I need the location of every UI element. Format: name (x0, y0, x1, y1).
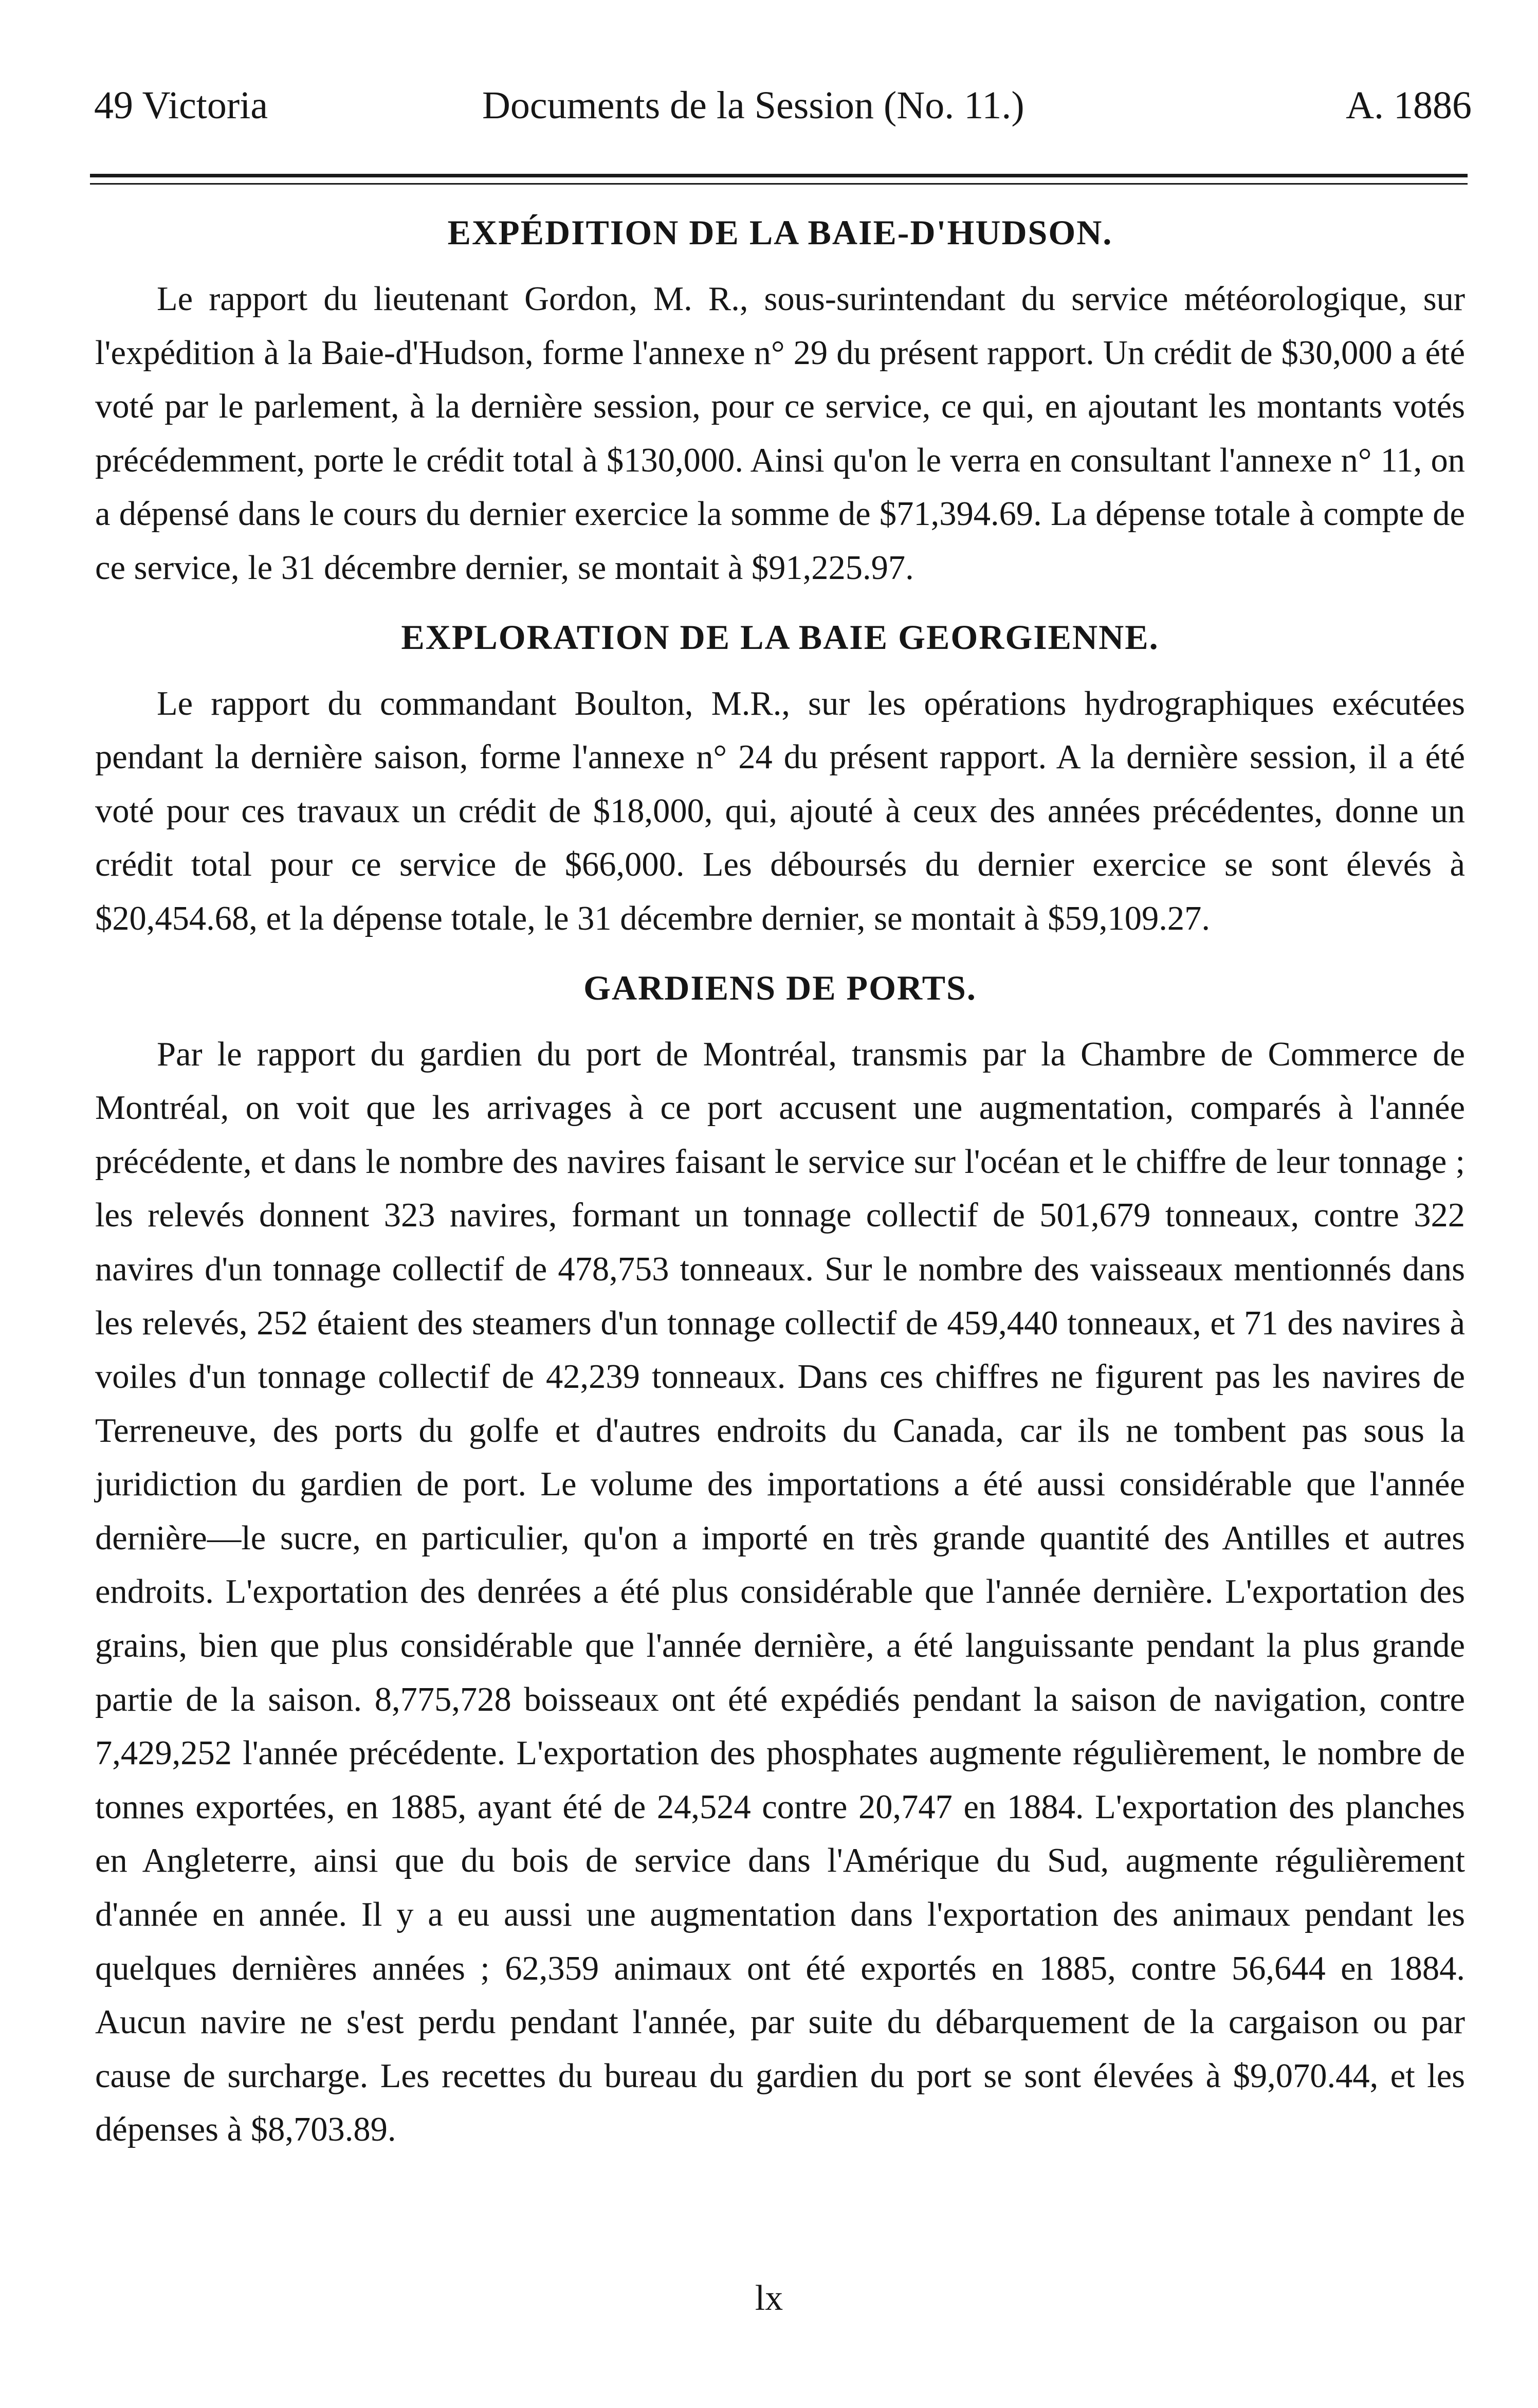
running-header (94, 77, 1482, 134)
page-number: lx (755, 2278, 783, 2318)
header-rule-thick (90, 174, 1468, 177)
header-rule-thin (90, 183, 1468, 185)
header-session: 49 Victoria (94, 84, 268, 127)
header-document-title: Documents de la Session (No. 11.) (482, 84, 1024, 127)
section-title-hudson-bay: EXPÉDITION DE LA BAIE-D'HUDSON. (447, 213, 1113, 252)
section-title-georgian-bay: EXPLORATION DE LA BAIE GEORGIENNE. (401, 617, 1159, 657)
section-title-harbour-masters: GARDIENS DE PORTS. (583, 968, 977, 1007)
section-paragraph-harbour-masters: Par le rapport du gardien du port de Montréal, transmis par la Chambre de Commerce de Montréal, on voit que les arrivages à ce port accusent une augmentation, comparés à l'année précédente, et dans le nombre des navires faisant le service sur l'océan et le chiffre de leur tonnage ; les relevés donnent 323 navires, formant un tonnage collectif de 501,679 tonneaux, contre 322 navires d'un tonnage collectif de 478,753 tonneaux. Sur le nombre des vaisseaux mentionnés dans les relevés, 252 étaient des steamers d'un tonnage collectif de 459,440 tonneaux, et 71 des navires à voiles d'un tonnage collectif de 42,239 tonneaux. Dans ces chiffres ne figurent pas les navires de Terreneuve, des ports du golfe et d'autres endroits du Canada, car ils ne tombent pas sous la juridiction du gardien de port. Le volume des importations a été aussi considérable que l'année dernière—le sucre, en particulier, qu'on a importé en très grande quantité des Antilles et autres endroits. L'exportation des denrées a été plus considérable que l'année dernière. L'exportation des grains, bien que plus considérable que l'année dernière, a été languissante pendant la plus grande partie de la saison. 8,775,728 boisseaux ont été expédiés pendant la saison de navigation, contre 7,429,252 l'année précédente. L'exportation des phosphates augmente régulièrement, le nombre de tonnes exportées, en 1885, ayant été de 24,524 contre 20,747 en 1884. L'exportation des planches en Angleterre, ainsi que du bois de service dans l'Amérique du Sud, augmente régulièrement d'année en année. Il y a eu aussi une augmentation dans l'exportation des animaux pendant les quelques dernières années ; 62,359 animaux ont été exportés en 1885, contre 56,644 en 1884. Aucun navire ne s'est perdu pendant l'année, par suite du débarquement de la cargaison ou par cause de surcharge. Les recettes du bureau du gardien du port se sont élevées à $9,070.44, et les dépenses à $8,703.89. (95, 1035, 1465, 2149)
header-year: A. 1886 (1346, 84, 1472, 127)
section-paragraph-georgian-bay: Le rapport du commandant Boulton, M.R., sur les opérations hydrographiques exécutées pendant la dernière saison, forme l'annexe n° 24 du présent rapport. A la dernière session, il a été voté pour ces travaux un crédit de $18,000, qui, ajouté à ceux des années précédentes, donne un crédit total pour ce service de $66,000. Les déboursés du dernier exercice se sont élevés à $20,454.68, et la dépense totale, le 31 décembre dernier, se montait à $59,109.27. (95, 684, 1465, 937)
section-paragraph-hudson-bay: Le rapport du lieutenant Gordon, M. R., sous-surintendant du service météorologique, sur l'expédition à la Baie-d'Hudson, forme l'annexe n° 29 du présent rapport. Un crédit de $30,000 a été voté par le parlement, à la dernière session, pour ce service, ce qui, en ajoutant les montants votés précédemment, porte le crédit total à $130,000. Ainsi qu'on le verra en consultant l'annexe n° 11, on a dépensé dans le cours du dernier exercice la somme de $71,394.69. La dépense totale à compte de ce service, le 31 décembre dernier, se montait à $91,225.97. (95, 280, 1465, 587)
body-text (95, 208, 1465, 2157)
